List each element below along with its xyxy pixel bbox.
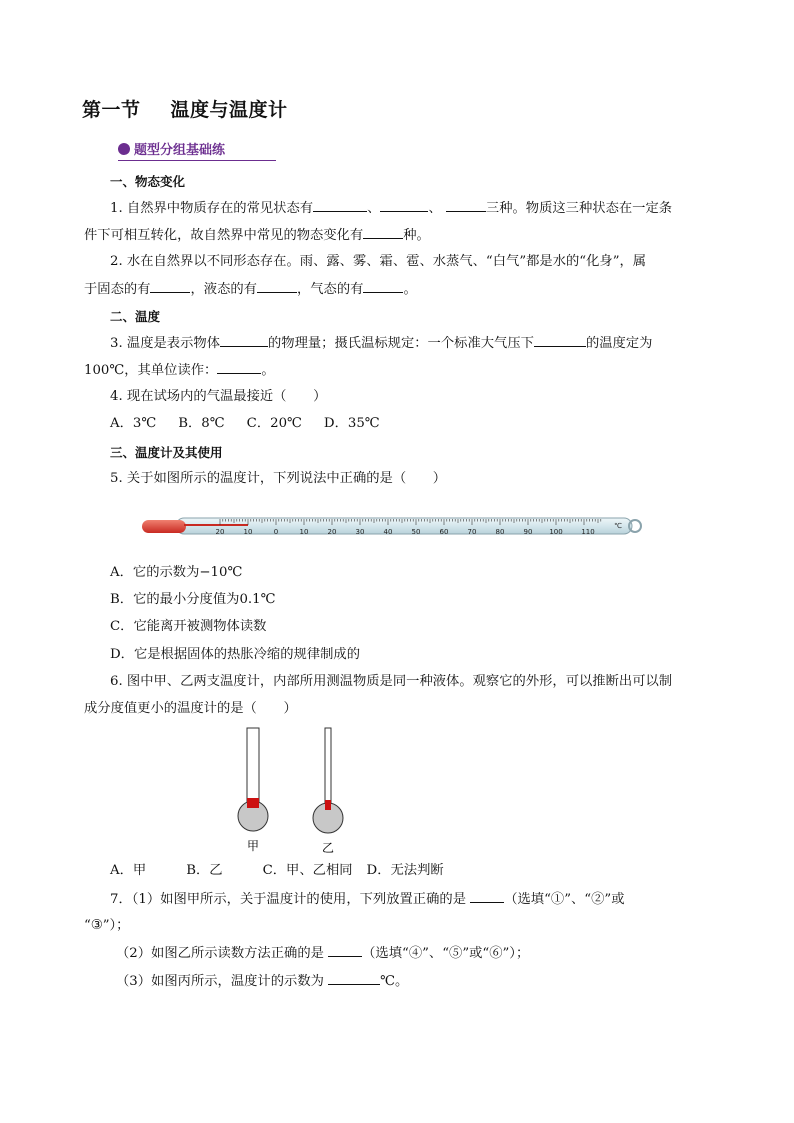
q1-sep: 、 bbox=[367, 201, 381, 216]
two-thermometers-figure bbox=[230, 726, 360, 856]
q5-option-b: B．它的最小分度值为0.1℃ bbox=[110, 592, 276, 607]
horizontal-thermometer-figure bbox=[140, 511, 645, 543]
q2-line-1: 2. 水在自然界以不同形态存在。雨、露、雾、霜、雹、水蒸气、“白气”都是水的“化身”，属 bbox=[110, 254, 647, 269]
q2-text-3: ，气态的有 bbox=[296, 282, 364, 297]
q4-option-b: B．8℃ bbox=[178, 416, 225, 431]
thermometer-yi bbox=[313, 728, 343, 855]
q4-option-c: C．20℃ bbox=[246, 416, 302, 431]
label-yi: 乙 bbox=[321, 841, 335, 855]
page-title bbox=[82, 95, 288, 122]
mercury-bulb bbox=[142, 520, 186, 533]
tube-yi bbox=[325, 728, 331, 806]
q1-line-1 bbox=[110, 199, 672, 218]
q1-text-4: 种。 bbox=[403, 228, 430, 243]
q3-text-3: 的温度定为 bbox=[585, 336, 653, 351]
tube-jia bbox=[247, 728, 259, 806]
scale-label: 80 bbox=[495, 528, 505, 536]
q5-option-d: D．它是根据固体的热胀冷缩的规律制成的 bbox=[110, 647, 361, 662]
q6-option-b: B．乙 bbox=[186, 863, 223, 878]
badge-label: 题型分组基础练 bbox=[134, 143, 226, 158]
q4-option-d: D．35℃ bbox=[323, 416, 380, 431]
q3-text: 3. 温度是表示物体 bbox=[110, 336, 220, 351]
q1-blank-3 bbox=[446, 199, 486, 212]
mercury-column bbox=[184, 524, 248, 526]
section-topic: 温度与温度计 bbox=[170, 99, 288, 121]
scale-label: 10 bbox=[299, 528, 309, 536]
q7-line-4 bbox=[116, 972, 408, 991]
q4-stem: 4. 现在试场内的气温最接近（ ） bbox=[110, 389, 327, 404]
q6-options bbox=[110, 862, 444, 880]
q7-blank-2 bbox=[328, 944, 362, 957]
q1-blank-1 bbox=[313, 199, 367, 212]
q3-line-2 bbox=[84, 361, 275, 380]
q3-text-5: 。 bbox=[261, 363, 275, 378]
thermometer-jia bbox=[238, 728, 268, 853]
q5-stem: 5. 关于如图所示的温度计，下列说法中正确的是（ ） bbox=[110, 471, 447, 486]
q2-blank-2 bbox=[257, 280, 297, 293]
q3-blank-1 bbox=[220, 334, 268, 347]
q7-text: 7．（1）如图甲所示，关于温度计的使用，下列放置正确的是 bbox=[110, 892, 471, 907]
scale-label: 60 bbox=[439, 528, 449, 536]
liquid-yi bbox=[325, 800, 331, 810]
q2-text-2: ，液态的有 bbox=[190, 282, 257, 297]
q2-blank-1 bbox=[150, 280, 190, 293]
q2-text: 于固态的有 bbox=[84, 282, 151, 297]
bullet-dot-icon bbox=[118, 143, 130, 155]
section-heading-1: 一、物态变化 bbox=[110, 174, 186, 189]
q3-line-1 bbox=[110, 334, 652, 353]
q7-blank-1 bbox=[470, 890, 504, 903]
q4-option-a: A．3℃ bbox=[110, 416, 157, 431]
scale-label: 100 bbox=[549, 528, 563, 536]
scale-label: 40 bbox=[383, 528, 393, 536]
q5-option-c: C．它能离开被测物体读数 bbox=[110, 619, 267, 634]
q6-line-1: 6. 图中甲、乙两支温度计，内部所用测温物质是同一种液体。观察它的外形，可以推断出可以制 bbox=[110, 674, 673, 689]
q4-options bbox=[110, 415, 380, 433]
q7-line-1 bbox=[110, 890, 625, 909]
q1-text: 1. 自然界中物质存在的常见状态有 bbox=[110, 201, 314, 216]
scale-label: 90 bbox=[523, 528, 533, 536]
q7-text-3: （2）如图乙所示读数方法正确的是 bbox=[116, 946, 329, 961]
q6-option-c: C．甲、乙相同 bbox=[262, 863, 353, 878]
section-heading-2: 二、温度 bbox=[110, 309, 161, 324]
scale-label: 20 bbox=[327, 528, 337, 536]
q7-text-5: （3）如图丙所示，温度计的示数为 bbox=[116, 974, 329, 989]
q7-text-4: （选填“④”、“⑤”或“⑥”）； bbox=[362, 946, 530, 961]
scale-label: 70 bbox=[467, 528, 477, 536]
label-jia: 甲 bbox=[246, 839, 260, 853]
unit-label: ℃ bbox=[614, 522, 622, 530]
q2-blank-3 bbox=[363, 280, 403, 293]
q3-text-2: 的物理量；摄氏温标规定：一个标准大气压下 bbox=[268, 336, 534, 351]
scale-label: 0 bbox=[273, 528, 279, 536]
practice-badge bbox=[118, 139, 276, 161]
q3-blank-3 bbox=[217, 361, 261, 374]
scale-label: 20 bbox=[215, 528, 225, 536]
q7-line-2: “③”）； bbox=[84, 918, 130, 933]
liquid-jia bbox=[247, 798, 259, 808]
section-number: 第一节 bbox=[82, 99, 141, 121]
scale-label: 30 bbox=[355, 528, 365, 536]
scale-label: 10 bbox=[243, 528, 253, 536]
q1-blank-2 bbox=[380, 199, 428, 212]
q7-line-3 bbox=[116, 944, 529, 963]
scale-label: 50 bbox=[411, 528, 421, 536]
q1-line-2 bbox=[84, 226, 430, 245]
q3-text-4: 100℃，其单位读作： bbox=[84, 363, 218, 378]
q6-line-2: 成分度值更小的温度计的是（ ） bbox=[84, 701, 297, 716]
q6-option-a: A．甲 bbox=[110, 863, 147, 878]
q1-sep-2: 、 bbox=[428, 201, 446, 216]
q7-blank-3 bbox=[328, 972, 380, 985]
q6-option-d: D．无法判断 bbox=[366, 863, 444, 878]
q3-blank-2 bbox=[534, 334, 586, 347]
q2-line-2 bbox=[84, 280, 417, 299]
q1-blank-4 bbox=[363, 226, 403, 239]
q2-text-4: 。 bbox=[403, 282, 417, 297]
section-heading-3: 三、温度计及其使用 bbox=[110, 445, 223, 460]
q5-option-a: A．它的示数为−10℃ bbox=[110, 565, 243, 580]
q1-text-2: 三种。物质这三种状态在一定条 bbox=[485, 201, 673, 216]
q7-text-2: （选填“①”、“②”或 bbox=[504, 892, 625, 907]
q7-text-6: ℃。 bbox=[380, 974, 409, 989]
scale-label: 110 bbox=[581, 528, 595, 536]
q1-text-3: 件下可相互转化，故自然界中常见的物态变化有 bbox=[84, 228, 364, 243]
